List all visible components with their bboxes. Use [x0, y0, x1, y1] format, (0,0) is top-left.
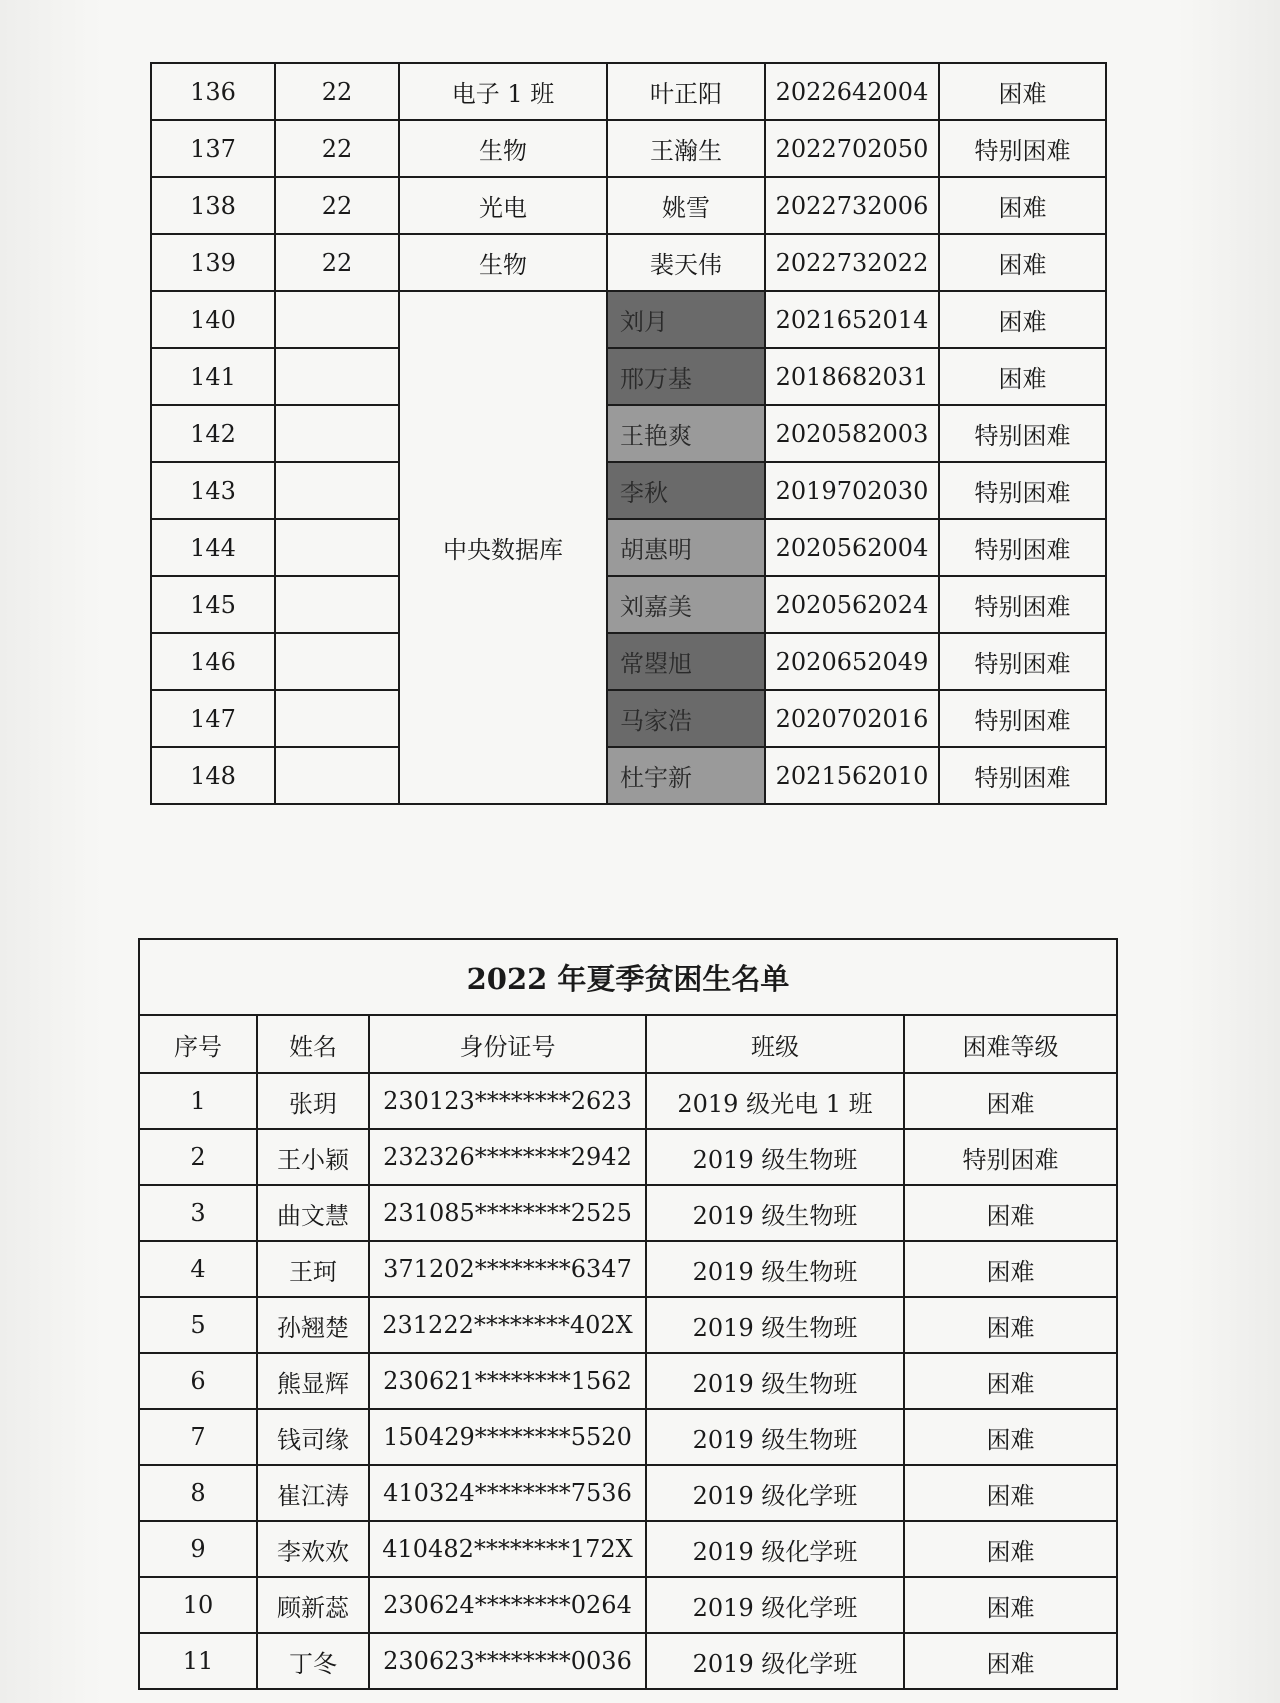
cell-level: 困难 — [904, 1465, 1117, 1521]
cell-level: 困难 — [904, 1241, 1117, 1297]
cell-class: 2019 级化学班 — [646, 1521, 904, 1577]
cell-idcard: 150429********5520 — [369, 1409, 646, 1465]
cell-idcard: 230624********0264 — [369, 1577, 646, 1633]
table-row — [139, 1353, 1117, 1409]
cell-name: 孙翘楚 — [257, 1297, 369, 1353]
cell-level: 特别困难 — [939, 120, 1106, 177]
cell-student-id: 2019702030 — [765, 462, 939, 519]
cell-no: 148 — [151, 747, 275, 804]
cell-idcard: 371202********6347 — [369, 1241, 646, 1297]
cell-level: 特别困难 — [939, 690, 1106, 747]
table-row — [139, 1073, 1117, 1129]
cell-level: 困难 — [939, 63, 1106, 120]
cell-class: 光电 — [399, 177, 607, 234]
cell-level: 困难 — [939, 234, 1106, 291]
cell-student-id: 2020582003 — [765, 405, 939, 462]
table-row — [151, 405, 1106, 462]
cell-no: 142 — [151, 405, 275, 462]
cell-student-id: 2020702016 — [765, 690, 939, 747]
cell-name-shaded: 常曌旭 — [607, 633, 765, 690]
cell-level: 困难 — [904, 1521, 1117, 1577]
table-row — [151, 747, 1106, 804]
cell-level: 特别困难 — [939, 576, 1106, 633]
table-row — [151, 633, 1106, 690]
table-title: 2022 年夏季贫困生名单 — [139, 939, 1117, 1015]
cell-name: 顾新蕊 — [257, 1577, 369, 1633]
cell-year: 22 — [275, 63, 399, 120]
cell-class: 2019 级生物班 — [646, 1241, 904, 1297]
table-row — [139, 1577, 1117, 1633]
cell-class: 2019 级生物班 — [646, 1129, 904, 1185]
table-row — [139, 1185, 1117, 1241]
table-row — [151, 690, 1106, 747]
cell-level: 困难 — [904, 1185, 1117, 1241]
table-row — [151, 462, 1106, 519]
table-row — [151, 576, 1106, 633]
cell-name-shaded: 杜宇新 — [607, 747, 765, 804]
cell-idcard: 410482********172X — [369, 1521, 646, 1577]
cell-level: 困难 — [904, 1409, 1117, 1465]
cell-name: 王珂 — [257, 1241, 369, 1297]
cell-no: 144 — [151, 519, 275, 576]
header-no: 序号 — [139, 1015, 257, 1073]
cell-level: 特别困难 — [939, 519, 1106, 576]
cell-no: 143 — [151, 462, 275, 519]
header-name: 姓名 — [257, 1015, 369, 1073]
cell-level: 困难 — [939, 291, 1106, 348]
cell-no: 4 — [139, 1241, 257, 1297]
cell-no: 9 — [139, 1521, 257, 1577]
cell-name-shaded: 王艳爽 — [607, 405, 765, 462]
table-row — [151, 177, 1106, 234]
cell-student-id: 2021652014 — [765, 291, 939, 348]
table-row — [151, 234, 1106, 291]
table-row — [151, 120, 1106, 177]
cell-no: 146 — [151, 633, 275, 690]
cell-no: 138 — [151, 177, 275, 234]
cell-name: 裴天伟 — [607, 234, 765, 291]
cell-name: 钱司缘 — [257, 1409, 369, 1465]
cell-no: 140 — [151, 291, 275, 348]
cell-no: 136 — [151, 63, 275, 120]
cell-level: 困难 — [904, 1073, 1117, 1129]
cell-level: 困难 — [939, 348, 1106, 405]
cell-year — [275, 291, 399, 348]
cell-name: 崔江涛 — [257, 1465, 369, 1521]
cell-class: 2019 级生物班 — [646, 1409, 904, 1465]
cell-class: 电子 1 班 — [399, 63, 607, 120]
cell-level: 困难 — [904, 1297, 1117, 1353]
header-level: 困难等级 — [904, 1015, 1117, 1073]
cell-no: 141 — [151, 348, 275, 405]
cell-name-shaded: 邢万基 — [607, 348, 765, 405]
cell-name: 曲文慧 — [257, 1185, 369, 1241]
cell-no: 6 — [139, 1353, 257, 1409]
table-row — [139, 1297, 1117, 1353]
cell-name: 丁冬 — [257, 1633, 369, 1689]
cell-student-id: 2022732006 — [765, 177, 939, 234]
cell-no: 137 — [151, 120, 275, 177]
cell-student-id: 2022642004 — [765, 63, 939, 120]
cell-name: 叶正阳 — [607, 63, 765, 120]
cell-no: 8 — [139, 1465, 257, 1521]
cell-level: 特别困难 — [939, 747, 1106, 804]
cell-student-id: 2020652049 — [765, 633, 939, 690]
cell-year: 22 — [275, 234, 399, 291]
table1-body — [151, 63, 1106, 804]
cell-level: 特别困难 — [939, 462, 1106, 519]
cell-level: 困难 — [904, 1353, 1117, 1409]
cell-no: 2 — [139, 1129, 257, 1185]
cell-idcard: 231085********2525 — [369, 1185, 646, 1241]
cell-no: 10 — [139, 1577, 257, 1633]
cell-level: 困难 — [904, 1577, 1117, 1633]
cell-idcard: 230621********1562 — [369, 1353, 646, 1409]
cell-no: 3 — [139, 1185, 257, 1241]
cell-name: 姚雪 — [607, 177, 765, 234]
cell-no: 1 — [139, 1073, 257, 1129]
cell-level: 特别困难 — [939, 405, 1106, 462]
cell-idcard: 231222********402X — [369, 1297, 646, 1353]
cell-class: 2019 级生物班 — [646, 1185, 904, 1241]
cell-name-shaded: 刘嘉美 — [607, 576, 765, 633]
cell-class: 2019 级生物班 — [646, 1297, 904, 1353]
table-row — [139, 1633, 1117, 1689]
cell-student-id: 2021562010 — [765, 747, 939, 804]
cell-name: 张玥 — [257, 1073, 369, 1129]
cell-year: 22 — [275, 120, 399, 177]
cell-level: 困难 — [904, 1633, 1117, 1689]
cell-level: 特别困难 — [939, 633, 1106, 690]
cell-class: 生物 — [399, 120, 607, 177]
cell-year — [275, 576, 399, 633]
cell-no: 7 — [139, 1409, 257, 1465]
cell-name: 李欢欢 — [257, 1521, 369, 1577]
cell-class: 2019 级化学班 — [646, 1577, 904, 1633]
table-row — [139, 1409, 1117, 1465]
cell-class-merged: 中央数据库 — [399, 291, 607, 804]
table-row — [151, 519, 1106, 576]
cell-idcard: 230123********2623 — [369, 1073, 646, 1129]
cell-year — [275, 633, 399, 690]
cell-name-shaded: 刘月 — [607, 291, 765, 348]
cell-class: 2019 级化学班 — [646, 1465, 904, 1521]
cell-idcard: 232326********2942 — [369, 1129, 646, 1185]
cell-no: 5 — [139, 1297, 257, 1353]
header-idcard: 身份证号 — [369, 1015, 646, 1073]
cell-year — [275, 690, 399, 747]
cell-student-id: 2020562024 — [765, 576, 939, 633]
cell-class: 2019 级化学班 — [646, 1633, 904, 1689]
cell-student-id: 2018682031 — [765, 348, 939, 405]
cell-year — [275, 348, 399, 405]
cell-no: 145 — [151, 576, 275, 633]
cell-name-shaded: 李秋 — [607, 462, 765, 519]
summer-poverty-student-table — [138, 938, 1118, 1690]
cell-year — [275, 519, 399, 576]
cell-no: 147 — [151, 690, 275, 747]
table-row — [139, 1465, 1117, 1521]
cell-class: 2019 级生物班 — [646, 1353, 904, 1409]
cell-student-id: 2020562004 — [765, 519, 939, 576]
student-list-continued-table — [150, 62, 1107, 805]
cell-student-id: 2022702050 — [765, 120, 939, 177]
table-header-row — [139, 1015, 1117, 1073]
table-row — [139, 1521, 1117, 1577]
table-row — [151, 348, 1106, 405]
cell-no: 11 — [139, 1633, 257, 1689]
cell-no: 139 — [151, 234, 275, 291]
table-row — [151, 291, 1106, 348]
table2-body — [139, 939, 1117, 1689]
cell-name: 熊显辉 — [257, 1353, 369, 1409]
cell-class: 2019 级光电 1 班 — [646, 1073, 904, 1129]
cell-name-shaded: 胡惠明 — [607, 519, 765, 576]
cell-name-shaded: 马家浩 — [607, 690, 765, 747]
header-class: 班级 — [646, 1015, 904, 1073]
cell-year — [275, 462, 399, 519]
cell-year — [275, 747, 399, 804]
table-row — [139, 1129, 1117, 1185]
cell-name: 王瀚生 — [607, 120, 765, 177]
table-row — [139, 1241, 1117, 1297]
cell-level: 困难 — [939, 177, 1106, 234]
cell-student-id: 2022732022 — [765, 234, 939, 291]
cell-year: 22 — [275, 177, 399, 234]
cell-name: 王小颖 — [257, 1129, 369, 1185]
cell-year — [275, 405, 399, 462]
table-row — [151, 63, 1106, 120]
cell-idcard: 230623********0036 — [369, 1633, 646, 1689]
cell-level: 特别困难 — [904, 1129, 1117, 1185]
cell-class: 生物 — [399, 234, 607, 291]
cell-idcard: 410324********7536 — [369, 1465, 646, 1521]
table-title-row — [139, 939, 1117, 1015]
